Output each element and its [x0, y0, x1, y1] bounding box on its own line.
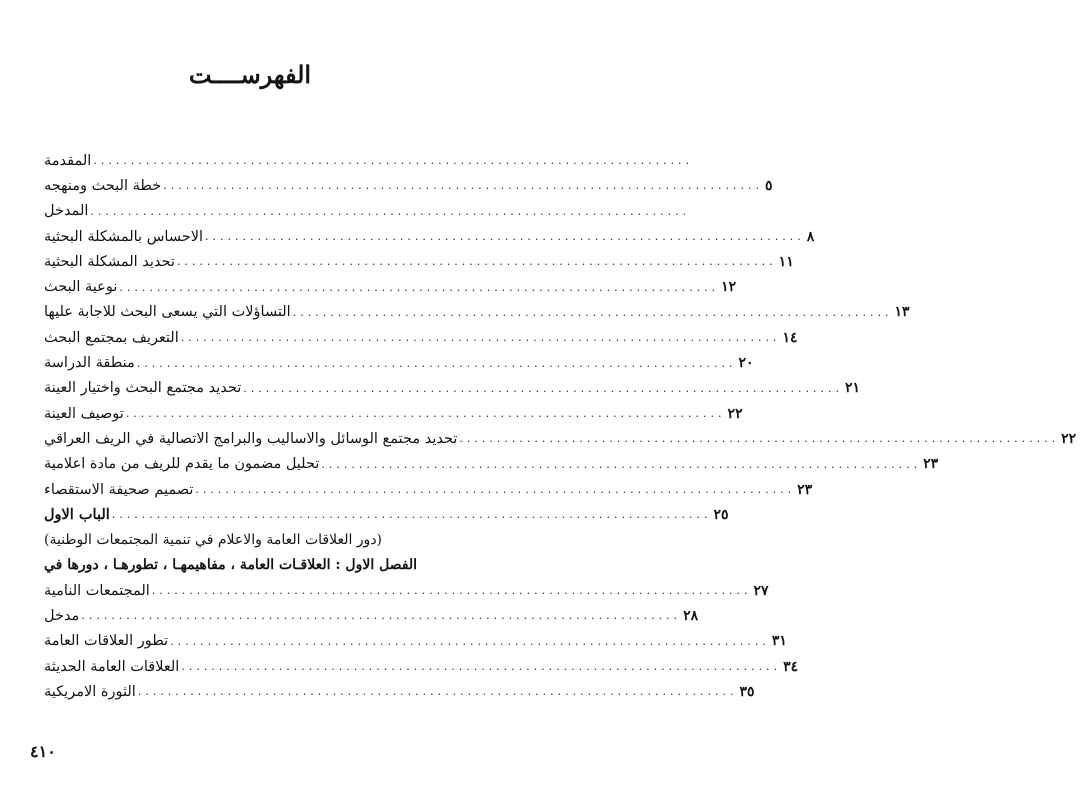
dot-leader: ................................................................................ [195, 483, 796, 496]
toc-entry-page: ٢٣ [797, 481, 813, 498]
toc-entry [40, 477, 813, 502]
toc-entry-title: الفصل الاول : العلاقـات العامة ، مفاهيمهـا ، تطورهـا ، دورها في [44, 557, 418, 574]
toc-entry-title: تحديد مجتمع الوسائل والاساليب والبرامج الاتصالية في الريف العراقي [44, 430, 458, 447]
dot-leader: ................................................................................ [136, 356, 737, 370]
dot-leader: ................................................................................ [459, 432, 1060, 446]
toc-entry-page: ٢١ [844, 380, 861, 397]
toc-entry-title: الاحساس بالمشكلة البحثية [44, 228, 204, 245]
toc-entry-page: ٢٧ [753, 582, 769, 599]
toc-entry [40, 401, 743, 426]
toc-entry-title: تصميم صحيفة الاستقصاء [44, 481, 194, 498]
toc-entry-page: ٢٣ [923, 456, 939, 473]
toc-entry [40, 679, 755, 704]
toc-entry [40, 553, 440, 578]
toc-entry [40, 350, 754, 375]
toc-entry-page: ٣٤ [783, 658, 799, 675]
toc-entry-title: الباب الاول [44, 506, 110, 524]
toc-entry-title: المجتمعات النامية [44, 582, 150, 599]
dot-leader: ................................................................................ [292, 305, 893, 319]
toc-entry-page: ٥ [764, 177, 773, 194]
toc-entry-page: ١٤ [782, 329, 798, 346]
toc-entry [40, 654, 799, 679]
toc-entry-page: ١٢ [721, 279, 737, 296]
toc-entry [40, 578, 769, 603]
toc-entry-title: التساؤلات التي يسعى البحث للاجابة عليها [44, 304, 291, 321]
toc-entry-page: ٣٥ [739, 683, 755, 700]
toc-entry [40, 173, 773, 198]
toc-entry-title: المقدمة [44, 152, 92, 169]
toc-entry [40, 274, 737, 299]
toc-entry [40, 426, 1077, 451]
toc-entry [40, 199, 691, 224]
toc-entry-title: (دور العلاقات العامة والاعلام في تنمية المجتمعات الوطنية) [44, 532, 383, 549]
dot-leader: ................................................................................ [243, 381, 843, 395]
dot-leader: ................................................................................ [321, 457, 922, 471]
toc-entry-title: خطة البحث ومنهجه [44, 177, 162, 194]
toc-entry-page: ١٣ [894, 304, 910, 321]
table-of-contents [40, 148, 1077, 705]
dot-leader: ................................................................................ [180, 331, 781, 345]
toc-entry-page: ١١ [778, 253, 794, 270]
toc-entry-page: ٢٨ [683, 607, 699, 624]
toc-entry-page: ٢٥ [713, 506, 729, 523]
dot-leader: ................................................................................ [151, 584, 752, 598]
dot-leader: ................................................................................ [119, 280, 720, 294]
toc-entry [40, 527, 440, 552]
toc-entry-title: نوعية البحث [44, 279, 118, 296]
dot-leader: ................................................................................ [163, 179, 763, 193]
toc-entry-page: ٢٢ [1061, 430, 1077, 447]
toc-entry [40, 502, 729, 527]
toc-entry-title: تحديد مجتمع البحث واختيار العينة [44, 380, 242, 397]
dot-leader: ................................................................................ [90, 204, 691, 218]
toc-entry-title: تطور العلاقات العامة [44, 633, 169, 650]
toc-entry-title: توصيف العينة [44, 405, 124, 422]
toc-entry-page: ٢٠ [738, 355, 754, 372]
toc-entry [40, 325, 798, 350]
toc-entry-title: تحليل مضمون ما يقدم للريف من مادة اعلامية [44, 456, 320, 473]
dot-leader: ................................................................................ [181, 660, 782, 674]
toc-entry-page: ٨ [806, 228, 815, 245]
dot-leader: ................................................................................ [81, 609, 682, 623]
toc-entry-title: تحديد المشكلة البحثية [44, 253, 175, 270]
toc-entry [40, 603, 699, 628]
toc-entry [40, 148, 694, 173]
dot-leader: ................................................................................ [170, 634, 770, 648]
toc-entry-title: العلاقات العامة الحديثة [44, 658, 180, 675]
dot-leader: ................................................................................ [205, 230, 805, 244]
toc-entry [40, 629, 787, 654]
toc-entry-page: ٢٢ [727, 405, 743, 422]
toc-entry-title: المدخل [44, 203, 89, 220]
page-number: ٤١٠ [30, 742, 56, 761]
toc-entry [40, 452, 939, 477]
dot-leader: ................................................................................ [125, 407, 726, 421]
dot-leader: ................................................................................ [137, 685, 738, 699]
toc-entry-page: ٣١ [771, 633, 787, 650]
toc-entry [40, 249, 794, 274]
toc-entry-title: الثورة الامريكية [44, 683, 136, 700]
dot-leader: ................................................................................ [111, 508, 712, 522]
page-title: الفهرســــت [188, 60, 312, 89]
toc-entry-title: مدخل [44, 607, 80, 624]
toc-entry-title: منطقة الدراسة [44, 355, 135, 372]
dot-leader: ................................................................................ [176, 255, 777, 269]
dot-leader: ................................................................................ [93, 154, 694, 168]
toc-entry [40, 300, 910, 325]
toc-entry-title: التعريف بمجتمع البحث [44, 329, 179, 346]
toc-entry [40, 224, 815, 249]
toc-entry [40, 376, 861, 401]
